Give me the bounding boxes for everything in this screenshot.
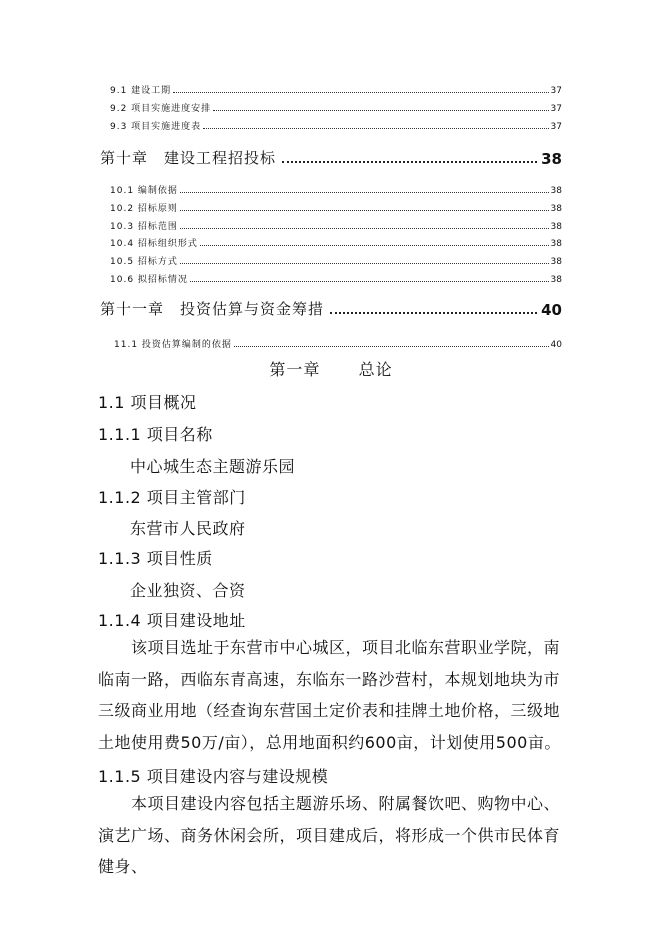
- project-name-value: 中心城生态主题游乐园: [130, 457, 296, 476]
- toc-entry-page: 38: [550, 204, 562, 214]
- toc-entry[interactable]: [110, 101, 562, 114]
- address-paragraph: 该项目选址于东营市中心城区，项目北临东营职业学院，南临南一路，西临东青高速，东临东一路沙营村，本规划地块为市三级商业用地（经查询东营国土定价表和挂牌土地价格，三级地土地使用费50万/亩），总用地面积约600亩，计划使用500亩。: [98, 638, 561, 752]
- nature-value: 企业独资、合资: [130, 581, 246, 600]
- toc-leader-dots: [180, 262, 549, 264]
- toc-leader-dots: [180, 227, 549, 229]
- scope-paragraph: 本项目建设内容包括主题游乐场、附属餐饮吧、购物中心、演艺广场、商务休闲会所，项目建成后，将形成一个供市民体育健身、: [98, 794, 561, 876]
- toc-leader-dots: [330, 311, 537, 314]
- toc-entry[interactable]: [110, 119, 562, 132]
- toc-leader-dots: [190, 280, 549, 282]
- toc-entry-label: 10.4 招标组织形式: [110, 239, 198, 249]
- subsection-heading: 1.1.4 项目建设地址: [98, 611, 246, 630]
- toc-entry[interactable]: [110, 83, 562, 96]
- chapter-number: 第一章: [269, 360, 321, 379]
- toc-entry-label: 11.1 投资估算编制的依据: [114, 340, 232, 350]
- toc-entry-page: 37: [550, 122, 562, 132]
- toc-leader-dots: [200, 244, 549, 246]
- authority-value: 东营市人民政府: [130, 519, 246, 538]
- toc-entry[interactable]: [110, 254, 562, 267]
- toc-chapter-page: 38: [541, 150, 562, 168]
- toc-entry[interactable]: [110, 236, 562, 249]
- subsection-heading: 1.1.3 项目性质: [98, 549, 213, 568]
- subsection-heading: 1.1.2 项目主管部门: [98, 488, 246, 507]
- toc-entry-page: 37: [550, 86, 562, 96]
- toc-entry-label: 9.1 建设工期: [110, 86, 172, 96]
- toc-entry-label: 10.6 拟招标情况: [110, 275, 188, 285]
- toc-leader-dots: [203, 127, 548, 129]
- toc-chapter[interactable]: [100, 298, 562, 319]
- toc-entry-page: 40: [550, 340, 562, 350]
- toc-entry-label: 10.3 招标范围: [110, 222, 178, 232]
- toc-entry-label: 10.5 招标方式: [110, 257, 178, 267]
- toc-entry-label: 9.3 项目实施进度表: [110, 122, 202, 132]
- toc-entry-page: 38: [550, 186, 562, 196]
- toc-entry-page: 38: [550, 257, 562, 267]
- chapter-title: [0, 357, 662, 380]
- toc-leader-dots: [213, 109, 548, 111]
- toc-entry[interactable]: [110, 183, 562, 196]
- toc-entry-page: 37: [550, 104, 562, 114]
- toc-entry[interactable]: [110, 201, 562, 214]
- toc-chapter-label: 第十一章 投资估算与资金筹措: [100, 300, 325, 318]
- subsection-heading: 1.1.1 项目名称: [98, 425, 213, 444]
- toc-leader-dots: [282, 160, 537, 163]
- toc-leader-dots: [180, 191, 549, 193]
- chapter-name: 总论: [358, 360, 393, 379]
- section-heading: 1.1 项目概况: [98, 393, 197, 412]
- toc-entry-label: 10.1 编制依据: [110, 186, 178, 196]
- toc-entry-page: 38: [550, 222, 562, 232]
- toc-leader-dots: [173, 91, 548, 93]
- toc-entry[interactable]: [110, 272, 562, 285]
- toc-entry[interactable]: [110, 219, 562, 232]
- toc-chapter-page: 40: [541, 301, 562, 319]
- toc-entry-page: 38: [550, 275, 562, 285]
- toc-leader-dots: [180, 209, 549, 211]
- toc-leader-dots: [234, 345, 549, 347]
- toc-entry-label: 9.2 项目实施进度安排: [110, 104, 212, 114]
- toc-chapter[interactable]: [100, 147, 562, 168]
- toc-entry[interactable]: [114, 337, 562, 350]
- subsection-heading: 1.1.5 项目建设内容与建设规模: [98, 767, 329, 786]
- toc-entry-label: 10.2 招标原则: [110, 204, 178, 214]
- toc-entry-page: 38: [550, 239, 562, 249]
- toc-chapter-label: 第十章 建设工程招投标: [100, 149, 277, 167]
